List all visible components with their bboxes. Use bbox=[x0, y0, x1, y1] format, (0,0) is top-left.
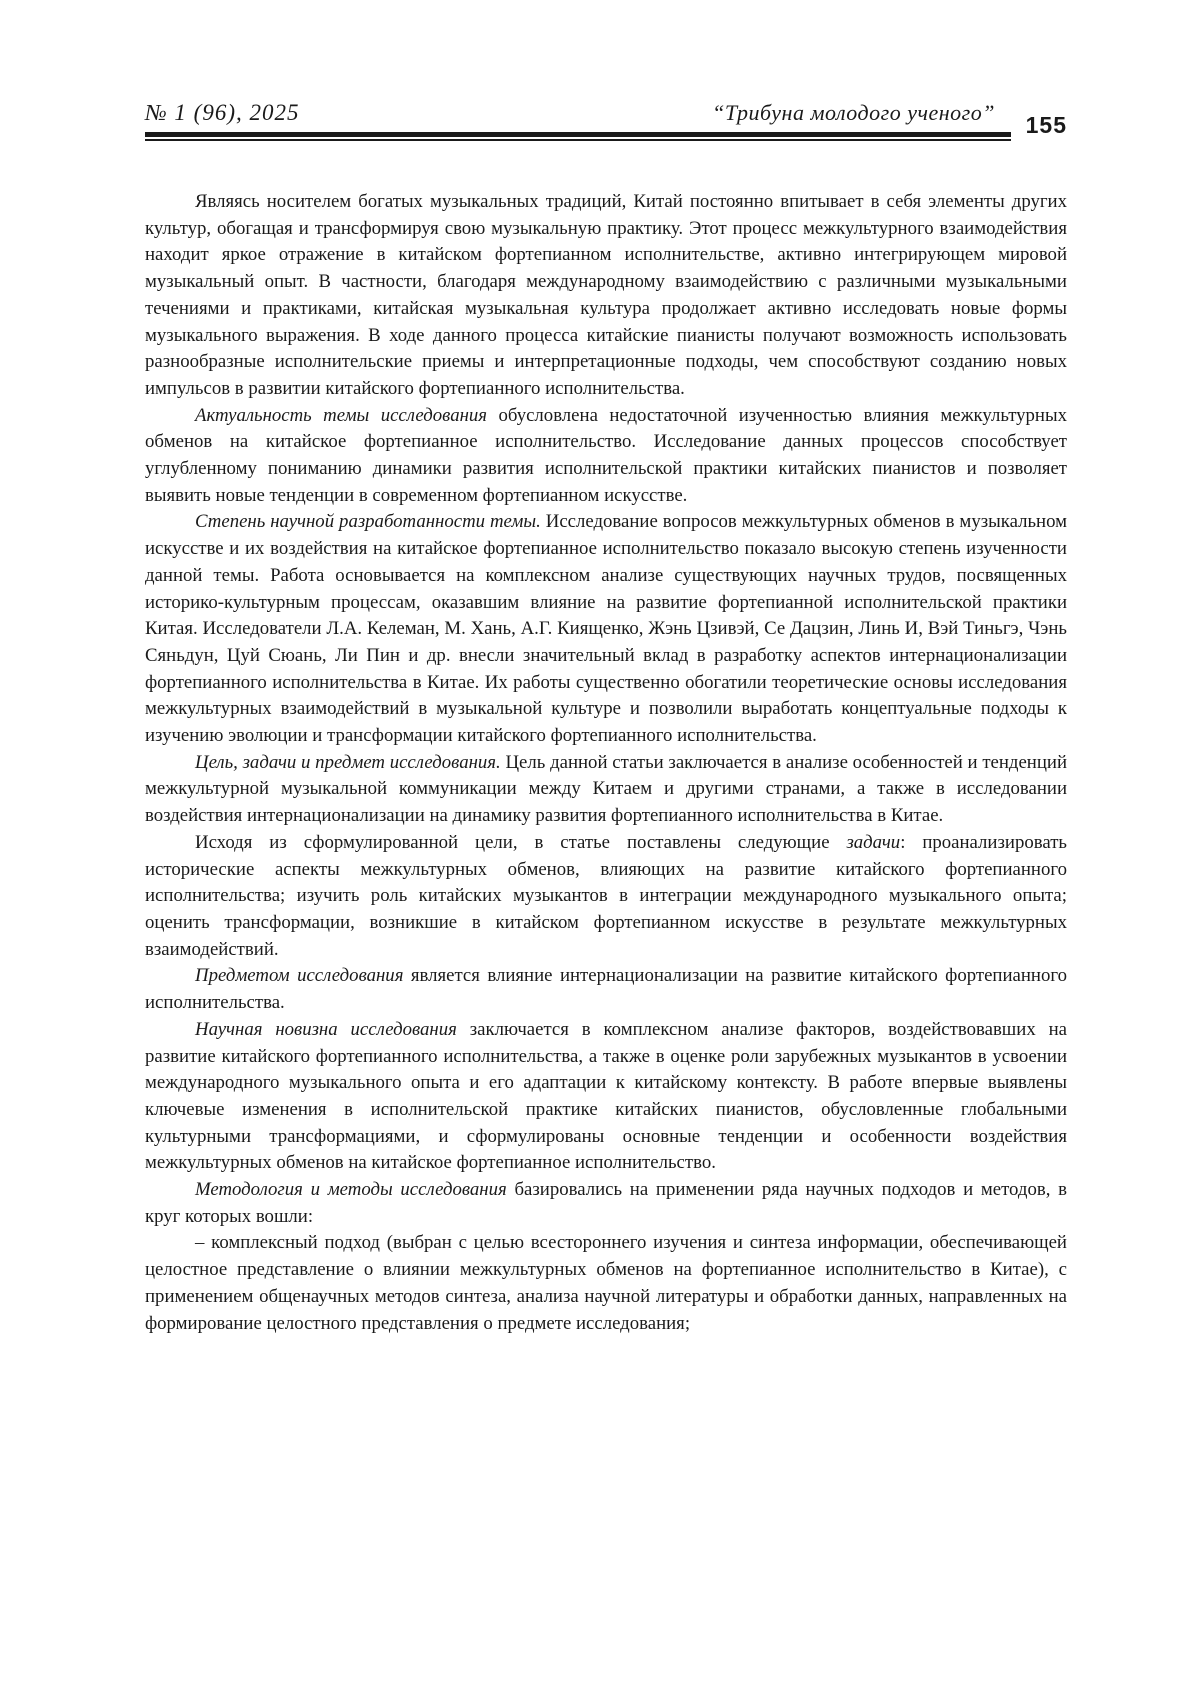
issue-number: № 1 (96), 2025 bbox=[145, 100, 300, 126]
paragraph-lead: Предметом исследования bbox=[195, 965, 403, 986]
paragraph-novelty bbox=[145, 1017, 1067, 1177]
journal-title: “Трибуна молодого ученого” bbox=[712, 100, 995, 126]
header-rule-thin bbox=[145, 139, 1011, 141]
paragraph-text: Являясь носителем богатых музыкальных традиций, Китай постоянно впитывает в себя элементы других культур, обогащая и трансформируя свою музыкальную практику. Этот процесс межкультурного взаимодействия находит яркое отражение в китайском фортепианном исполнительстве, активно интегрирующем мировой музыкальный опыт. В частности, благодаря международному взаимодействию с различными музыкальными течениями и практиками, китайская музыкальная культура продолжает активно исследовать новые формы музыкального выражения. В ходе данного процесса китайские пианисты получают возможность использовать разнообразные исполнительские приемы и интерпретационные подходы, чем способствуют созданию новых импульсов в развитии китайского фортепианного исполнительства. bbox=[145, 191, 1067, 399]
paragraph-pre: Исходя из сформулированной цели, в статье поставлены следующие bbox=[195, 832, 846, 853]
paragraph-text: базировались на применении ряда научных подходов и методов, в круг которых вошли: bbox=[145, 1179, 1067, 1227]
paragraph-lead: Актуальность темы исследования bbox=[195, 405, 487, 426]
paragraph-methodology bbox=[145, 1177, 1067, 1230]
paragraph-lead: Степень научной разработанности темы. bbox=[195, 511, 541, 532]
paragraph-text: – комплексный подход (выбран с целью всестороннего изучения и синтеза информации, обеспечивающей целостное представление о влиянии межкультурных обменов на фортепианное исполнительство в Китае), с применением общенаучных методов синтеза, анализа научной литературы и обработки данных, направленных на формирование целостного представления о предмете исследования; bbox=[145, 1232, 1067, 1333]
header-rule-thick bbox=[145, 132, 1011, 137]
paragraph-tasks bbox=[145, 830, 1067, 964]
paragraph-method-item bbox=[145, 1230, 1067, 1337]
paragraph-text: Исследование вопросов межкуль­турных обменов в музыкальном искусстве и их воздействия на китайское фортепианное исполнительство показало высокую степень изученности данной темы. Работа основы­вается на комплексном анализе существующих научных трудов, посвященных историко-культурным процессам, оказавшим влияние на развитие фортепианной исполнительской практики Китая. Исследователи Л.А. Келеман, М. Хань, А.Г. Киященко, Жэнь Цзивэй, Се Дацзин, Линь И, Вэй Тиньгэ, Чэнь Сяньдун, Цуй Сюань, Ли Пин и др. внесли значительный вклад в разработку аспектов интернационализации фортепианного исполни­тельства в Китае. Их работы существенно обогатили теоретические основы исследо­вания межкультурных взаимодействий в музыкальной культуре и позволили выработать концептуальные подходы к изучению эволюции и трансформации китайского форте­пианного исполнительства. bbox=[145, 511, 1067, 746]
paragraph-text: обусловлена недостаточной изученностью влияния межкультурных обменов на китайское фортепианное исполнительство. Исследо­вание данных процессов способствует углубленному пониманию динамики развития исполнительской практики китайских пианистов и позволяет выявить новые тенденции в современном фортепианном искусстве. bbox=[145, 405, 1067, 506]
paragraph-research-degree bbox=[145, 509, 1067, 749]
paragraph-text: : проанализировать исторические аспекты межкультурных обменов, влияющих на развитие китайского фортепианного исполнительства; изучить роль китайских музыкантов в интеграции международного музыкального опыта; оценить трансформации, возникшие в китайском фортепианном искусстве в результате межкультурных взаимодействий. bbox=[145, 832, 1067, 960]
article-body bbox=[145, 189, 1067, 1337]
paragraph-goal bbox=[145, 750, 1067, 830]
paragraph-text: Цель данной статьи заключается в анализе особенностей и тенденций межкультурной музыкальной коммуникации между Китаем и другими странами, а также в исследовании воздействия интернационализации на динамику развития фортепианного исполнительства в Китае. bbox=[145, 752, 1067, 826]
paragraph-intro bbox=[145, 189, 1067, 403]
paragraph-lead: Методология и методы исследования bbox=[195, 1179, 507, 1200]
paragraph-subject bbox=[145, 963, 1067, 1016]
paragraph-lead: задачи bbox=[846, 832, 900, 853]
paragraph-lead: Научная новизна исследования bbox=[195, 1019, 457, 1040]
paragraph-text: является влияние интернационализации на развитие китайского фортепианного исполнительства. bbox=[145, 965, 1067, 1013]
paragraph-text: заключается в комплексном анализе факторов, воздействовавших на развитие китайского фортепианного исполнительства, а также в оценке роли зарубежных музыкантов в усвоении международного музыкального опыта и его адаптации к китайскому контексту. В работе впервые выявлены ключевые изменения в исполнительской практике китайских пианистов, обусловленные глобальными культурными трансформациями, и сформулированы основные тенденции и особенности воздействия межкультурных обменов на китайское фортепианное исполнительство. bbox=[145, 1019, 1067, 1174]
paragraph-lead: Цель, задачи и предмет исследования. bbox=[195, 752, 501, 773]
paragraph-relevance bbox=[145, 403, 1067, 510]
running-header bbox=[145, 100, 1067, 140]
page-number: 155 bbox=[1026, 112, 1067, 139]
